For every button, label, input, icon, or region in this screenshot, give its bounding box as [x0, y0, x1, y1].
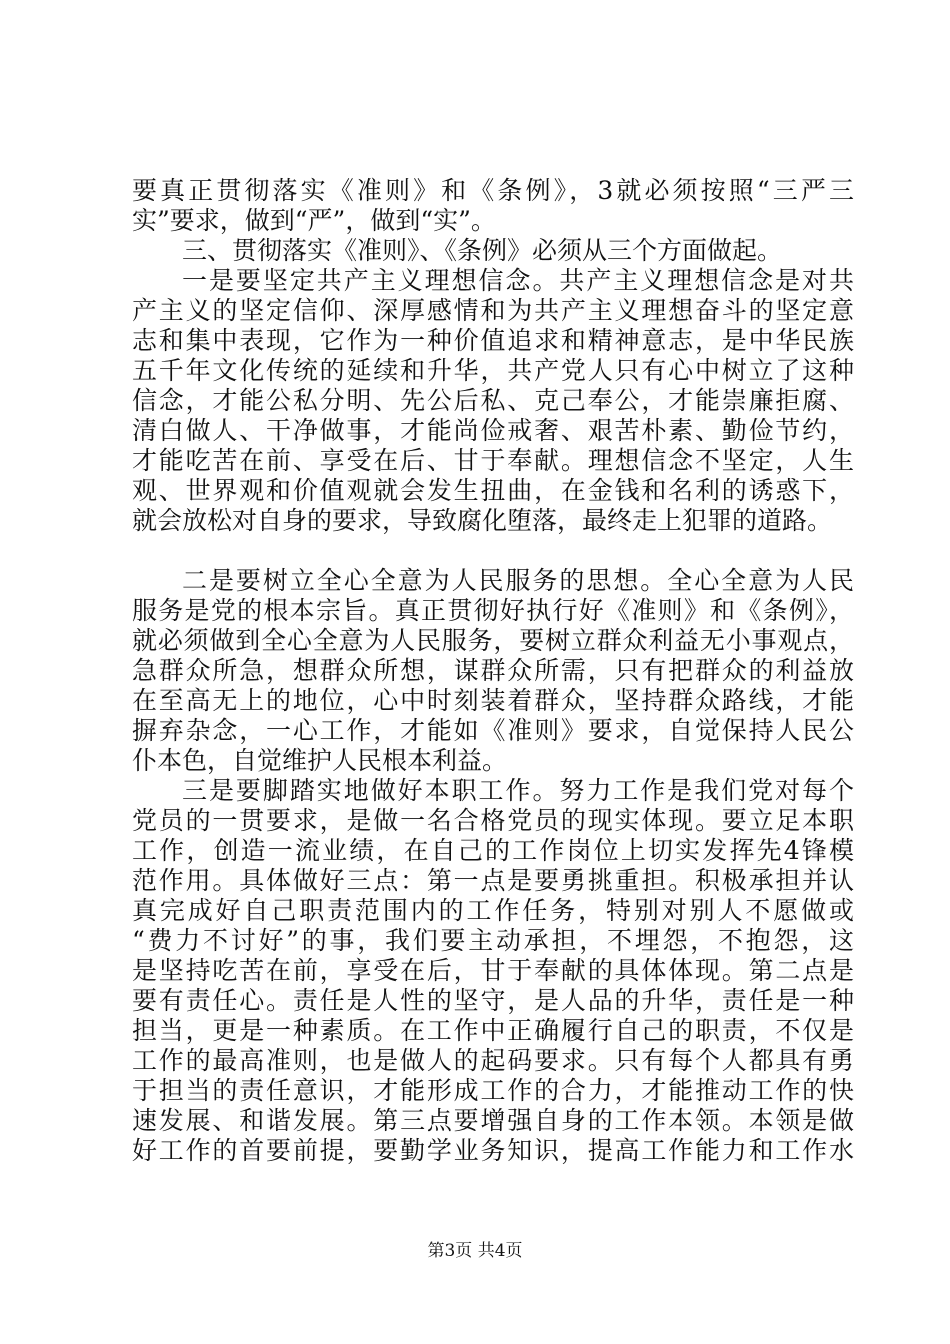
page-number: 第3页 共4页 [427, 1241, 523, 1261]
text-line: 要有责任心。责任是人性的坚守，是人品的升华，责任是一种 [132, 986, 854, 1015]
text-line: 信念，才能公私分明、先公后私、克己奉公，才能崇廉拒腐、 [132, 386, 854, 415]
text-line: 党员的一贯要求，是做一名合格党员的现实体现。要立足本职 [132, 806, 854, 835]
text-line: 仆本色，自觉维护人民根本利益。 [132, 746, 508, 775]
text-line: 速发展、和谐发展。第三点要增强自身的工作本领。本领是做 [132, 1106, 854, 1135]
text-line: 担当，更是一种素质。在工作中正确履行自己的职责，不仅是 [132, 1016, 854, 1045]
page-footer [0, 1240, 950, 1262]
text-line: 于担当的责任意识，才能形成工作的合力，才能推动工作的快 [132, 1076, 854, 1105]
text-line: 二是要树立全心全意为人民服务的思想。全心全意为人民 [182, 566, 854, 595]
text-line: 服务是党的根本宗旨。真正贯彻好执行好《准则》和《条例》， [132, 596, 854, 625]
text-line: 五千年文化传统的延续和升华，共产党人只有心中树立了这种 [132, 356, 854, 385]
paragraph-ideals [132, 266, 854, 536]
text-line: 是坚持吃苦在前，享受在后，甘于奉献的具体体现。第二点是 [132, 956, 854, 985]
text-line: 三是要脚踏实地做好本职工作。努力工作是我们党对每个 [182, 776, 854, 805]
text-line: 实”要求，做到“严”，做到“实”。 [132, 206, 496, 235]
paragraph-continuation [132, 176, 854, 236]
text-line: 摒弃杂念，一心工作，才能如《准则》要求，自觉保持人民公 [132, 716, 854, 745]
text-line: 一是要坚定共产主义理想信念。共产主义理想信念是对共 [182, 266, 854, 295]
text-line: 工作的最高准则，也是做人的起码要求。只有每个人都具有勇 [132, 1046, 854, 1075]
heading-line: 三、贯彻落实《准则》、《条例》必须从三个方面做起。 [182, 236, 783, 265]
paragraph-serve-people [132, 566, 854, 776]
text-line: 好工作的首要前提，要勤学业务知识，提高工作能力和工作水 [132, 1136, 854, 1165]
text-line: 就会放松对自身的要求，导致腐化堕落，最终走上犯罪的道路。 [132, 506, 833, 535]
text-line: 才能吃苦在前、享受在后、甘于奉献。理想信念不坚定，人生 [132, 446, 854, 475]
text-line: 在至高无上的地位，心中时刻装着群众，坚持群众路线，才能 [132, 686, 854, 715]
text-line: 就必须做到全心全意为人民服务，要树立群众利益无小事观点， [132, 626, 854, 655]
text-line: 要真正贯彻落实《准则》和《条例》，3就必须按照“三严三 [132, 176, 854, 205]
text-line: 范作用。具体做好三点：第一点是要勇挑重担。积极承担并认 [132, 866, 854, 895]
text-line: 产主义的坚定信仰、深厚感情和为共产主义理想奋斗的坚定意 [132, 296, 854, 325]
section-heading [132, 236, 854, 266]
text-line: 工作，创造一流业绩，在自己的工作岗位上切实发挥先4锋模 [132, 836, 854, 865]
text-line: 志和集中表现，它作为一种价值追求和精神意志，是中华民族 [132, 326, 854, 355]
paragraph-duty [132, 776, 854, 1166]
text-line: “费力不讨好”的事，我们要主动承担，不埋怨，不抱怨，这 [132, 926, 854, 955]
text-line: 观、世界观和价值观就会发生扭曲，在金钱和名利的诱惑下， [132, 476, 854, 505]
blank-line [132, 536, 854, 566]
document-body [132, 176, 854, 1166]
text-line: 急群众所急，想群众所想，谋群众所需，只有把群众的利益放 [132, 656, 854, 685]
text-line: 清白做人、干净做事，才能尚俭戒奢、艰苦朴素、勤俭节约， [132, 416, 854, 445]
text-line: 真完成好自己职责范围内的工作任务，特别对别人不愿做或 [132, 896, 854, 925]
